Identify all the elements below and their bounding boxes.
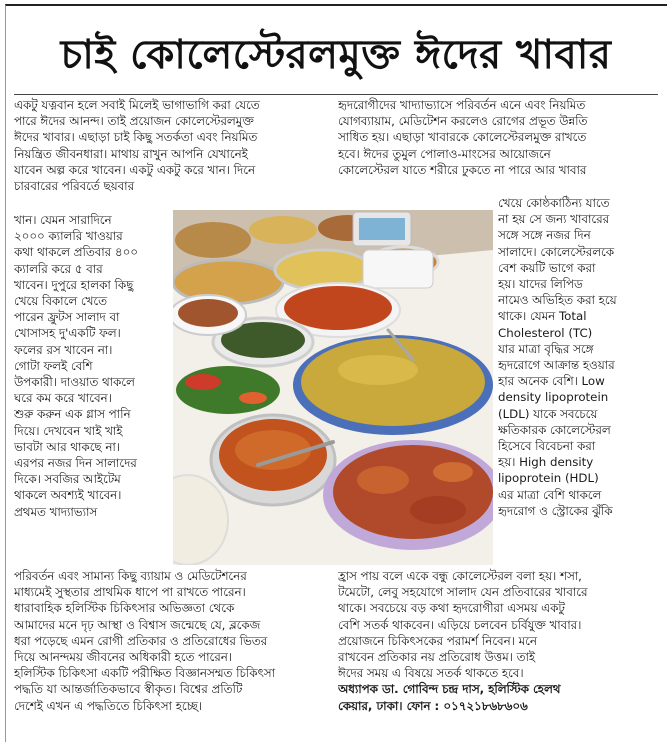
text-line: যাবেন অল্প করে খাবেন। একটু একটু করে খান। দিনে [14, 162, 255, 177]
text-line: হবে। ঈদের তুমুল পোলাও-মাংসের আয়োজনে [338, 146, 551, 161]
text-line: প্রয়োজনে চিকিৎসকের পরামর্শ নিবেন। মনে [338, 633, 537, 648]
text-line: রাখবেন প্রতিকার নয় প্রতিরোধ উত্তম। তাই [338, 650, 536, 665]
text-line: উপকারী। দাওয়াত থাকলে [14, 375, 135, 390]
text-line: কথা থাকলে প্রতিবার ৪০০ [14, 245, 138, 260]
author-byline: অধ্যাপক ডা. গোবিন্দ চন্দ্র দাস, হলিস্টিক হেলথ [338, 682, 561, 697]
text-line: নিয়ন্ত্রিত জীবনধারা। মাথায় রাখুন আপনি যেখানেই [14, 146, 248, 161]
text-line: একটু যত্নবান হলে সবাই মিলেই ভাগাভাগি করা যেতে [14, 98, 260, 112]
text-line: ক্যালরি করে ৫ বার [14, 261, 103, 276]
text-line: বেশ কয়টি ভাগে করা [498, 260, 596, 275]
text-line: হার অনেক বেশি। Low [498, 374, 605, 389]
left-column-narrow [14, 212, 168, 520]
text-line: হয়। যাদের লিপিড [498, 277, 583, 292]
text-line: ঈদের সময় এ বিষয়ে সতর্ক থাকতে হবে। [338, 666, 524, 681]
text-line: হৃদরোগে আক্রান্ত হওয়ার [498, 358, 615, 373]
text-line: ধারাবাহিক হলিস্টিক চিকিৎসার অভিজ্ঞতা থেকে [14, 601, 235, 616]
text-line: ভাবটা আর থাকছে না। [14, 439, 121, 454]
text-line: হৃদরোগীদের খাদ্যাভ্যাসে পরিবর্তন এনে এবং নিয়মিত [338, 98, 586, 112]
text-line: বেশি সতর্ক থাকবেন। এড়িয়ে চলবেন চর্বিযুক্ত খাবার। [338, 617, 582, 632]
text-line: ধরা পড়েছে এমন রোগী প্রতিকার ও প্রতিরোধের ভিতর [14, 633, 268, 648]
left-column-top [14, 97, 326, 194]
text-line: এরপর নজর দিন সালাদের [14, 456, 137, 471]
text-line: হ্রাস পায় বলে একে বন্ধু কোলেস্টেরল বলা হয়। শসা, [338, 569, 582, 583]
text-line: চারবারের পরিবর্তে ছয়বার [14, 179, 135, 194]
text-line: পরিবর্তন এবং সামান্য কিছু ব্যায়াম ও মেডিটেশনের [14, 569, 247, 583]
text-line: পারেন ফ্রুটস সালাদ বা [14, 310, 120, 325]
text-line: হলিস্টিক চিকিৎসা একটি পরীক্ষিত বিজ্ঞানসম্মত চিকিৎসা [14, 666, 276, 681]
text-line: নামেও অভিহিত করা হয়ে [498, 293, 617, 308]
text-line: হিসেবে বিবেচনা করা [498, 439, 596, 454]
text-line: না হয় সে জন্য খাবারের [498, 212, 610, 227]
text-line: ঈদের খাবার। এছাড়া চাই কিছু সতর্কতা এবং নিয়মিত [14, 130, 258, 145]
text-line: খাবেন। দুপুরে হালকা কিছু [14, 277, 134, 292]
text-line: খোসাসহ দু'একটি ফল। [14, 326, 121, 341]
text-line: সঙ্গে সঙ্গে নজর দিন [498, 228, 591, 243]
headline: চাই কোলেস্টেরলমুক্ত ঈদের খাবার [60, 32, 612, 78]
text-line: সালাদে। কোলেস্টেরলকে [498, 244, 615, 259]
text-line: পারে ঈদের আনন্দ। তাই প্রয়োজন কোলেস্টেরলমুক্ত [14, 114, 254, 129]
text-line: ২০০০ ক্যালরি খাওয়ার [14, 229, 123, 244]
text-line: হয়। High density [498, 455, 594, 470]
author-contact: কেয়ার, ঢাকা। ফোন : ০১৭২১৮৬৮৬০৬ [338, 698, 528, 713]
headline-rule [14, 94, 658, 95]
text-line: গোটা ফলই বেশি [14, 358, 93, 373]
text-line: খান। যেমন সারাদিনে [14, 213, 112, 227]
text-line: খেয়ে কোষ্ঠকাঠিন্য যাতে [498, 196, 610, 210]
text-line: ঘরে কম করে খাবেন। [14, 391, 112, 406]
text-line: মাধ্যমেই সুস্থতার প্রাথমিক ধাপে পা রাখতে পারেন। [14, 585, 246, 600]
text-line: Cholesterol (TC) [498, 325, 593, 340]
text-line: দিকে। সবজির আইটেম [14, 472, 121, 487]
text-line: থাকলে অবশ্যই খাবেন। [14, 488, 122, 503]
text-line: ফলের রস খাবেন না। [14, 342, 113, 357]
text-line: সাধিত হয়। এছাড়া খাবারকে কোলেস্টেরলমুক্ত রাখতে [338, 130, 587, 145]
text-line: ক্ষতিকারক কোলেস্টেরল [498, 422, 611, 437]
food-photo [173, 210, 493, 565]
right-column-top [338, 97, 660, 178]
text-line: কোলেস্টেরল যাতে শরীরে ঢুকতে না পারে আর খাবার [338, 162, 587, 177]
text-line: পদ্ধতি যা আন্তর্জাতিকভাবে স্বীকৃত। বিশ্বের প্রতিটি [14, 682, 243, 697]
text-line: যোগব্যায়াম, মেডিটেশন করলেও রোগের প্রভূত উন্নতি [338, 114, 588, 129]
right-column-bottom [338, 568, 660, 714]
text-line: আমাদের মনে দৃঢ় আস্থা ও বিশ্বাস জন্মেছে যে, ব্লকেজ [14, 617, 261, 632]
text-line: থাকে। যেমন Total [498, 309, 587, 324]
text-line: টমেটো, লেবু সহযোগে সালাদ যেন প্রতিবারের খাবারে [338, 585, 588, 600]
text-line: খেয়ে বিকালে খেতে [14, 294, 107, 309]
text-line: শুরু করুন এক গ্লাস পানি [14, 407, 131, 422]
text-line: হৃদরোগ ও স্ট্রোকের ঝুঁকি [498, 503, 613, 518]
text-line: lipoprotein (HDL) [498, 471, 599, 486]
text-line: থাকে। সবচেয়ে বড় কথা হৃদরোগীরা এসময় একটু [338, 601, 565, 616]
text-line: এর মাত্রা বেশি থাকলে [498, 487, 602, 502]
text-line: density lipoprotein [498, 390, 609, 405]
text-line: দেশেই এখন এ পদ্ধতিতে চিকিৎসা হচ্ছে। [14, 698, 203, 713]
text-line: দিয়ে। দেখবেন খাই খাই [14, 423, 123, 438]
food-spread-illustration [173, 210, 493, 565]
text-line: যার মাত্রা বৃদ্ধির সঙ্গে [498, 341, 594, 356]
text-line: (LDL) যাকে সবচেয়ে [498, 406, 598, 421]
text-line: প্রথমত খাদ্যাভ্যাস [14, 504, 98, 519]
right-column-narrow [498, 195, 660, 519]
left-column-bottom [14, 568, 326, 714]
text-line: দিয়ে আনন্দময় জীবনের অধিকারী হতে পারেন। [14, 650, 232, 665]
